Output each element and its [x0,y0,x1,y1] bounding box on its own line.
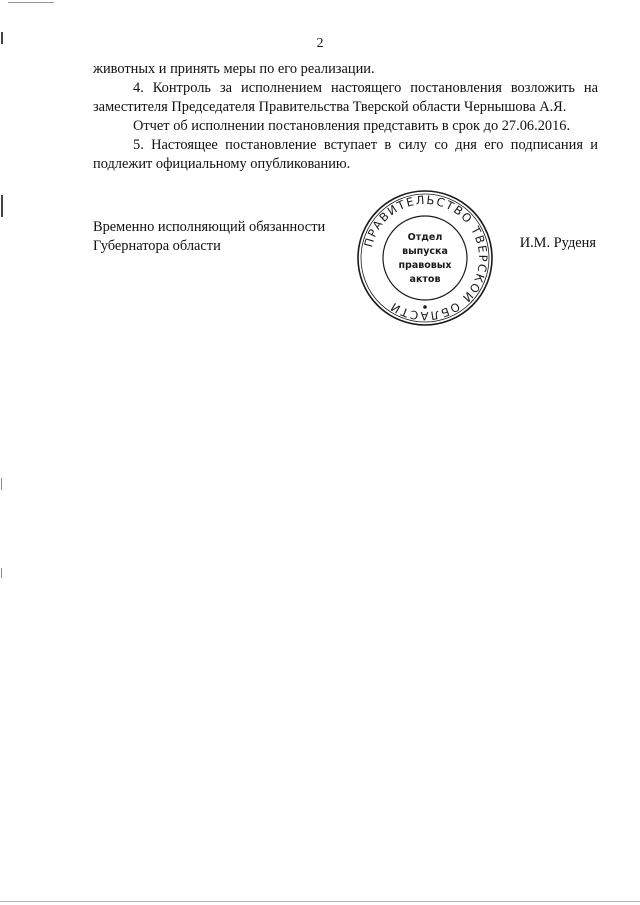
paragraph-item-4: 4. Контроль за исполнением настоящего постановления возложить на заместителя Председателя Правительства Тверской области Чернышова А.Я. [93,80,598,115]
page-number: 2 [316,36,324,51]
signature-position-line-1: Временно исполняющий обязанности [93,219,326,235]
seal-center-line-4: актов [409,274,441,285]
official-seal-stamp [355,188,495,328]
scan-artifact-edge [1,568,2,578]
signature-position [93,218,325,256]
scan-artifact-edge [1,195,3,217]
scan-artifact-edge [1,478,2,490]
signature-position-line-2: Губернатора области [93,238,221,254]
scan-artifact-line [8,2,54,3]
seal-center-line-1: Отдел [407,232,443,243]
seal-center-line-3: правовых [398,260,452,271]
paragraph-report: Отчет об исполнении постановления представить в срок до 27.06.2016. [133,118,571,134]
seal-center-line-2: выпуска [402,246,448,257]
signatory-name: И.М. Руденя [519,235,596,251]
seal-star-dot [423,305,427,309]
scan-artifact-bottom-line [0,901,640,902]
paragraph-continuation: животных и принять меры по его реализации. [93,61,375,77]
paragraph-item-5: 5. Настоящее постановление вступает в силу со дня его подписания и подлежит официальному опубликованию. [93,137,598,172]
seal-ring-text: ПРАВИТЕЛЬСТВО ТВЕРСКОЙ ОБЛАСТИ [361,192,491,324]
document-body [93,60,598,174]
seal-graphic [355,188,495,328]
